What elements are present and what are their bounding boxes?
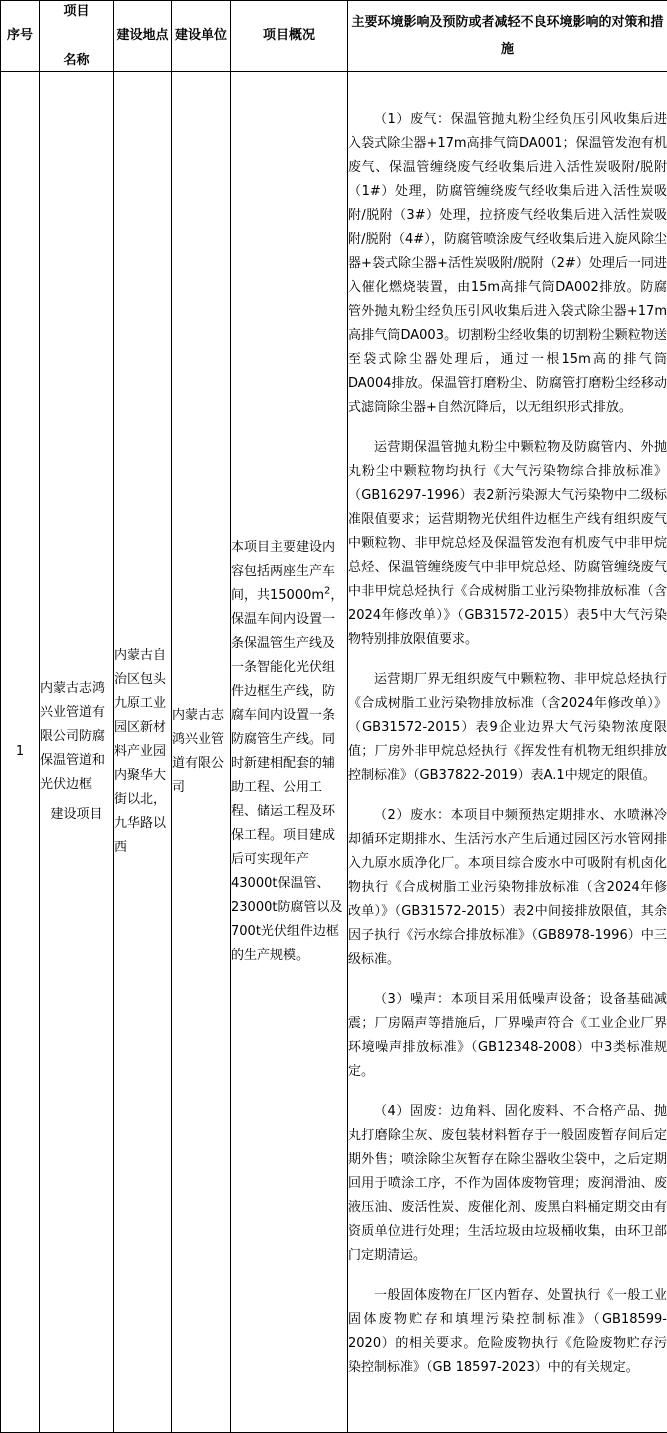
- header-project-name-line2: 名称: [63, 53, 90, 68]
- measures-paragraph: 运营期厂界无组织废气中颗粒物、非甲烷总烃执行《合成树脂工业污染物排放标准（含2024年修改单）》（GB31572-2015）表9企业边界大气污染物浓度限值；厂房外非甲烷总烃执行《挥发性有机物无组织排放控制标准》（GB37822-2019）表A.1中规定的限值。: [348, 672, 667, 783]
- measures-paragraph: （1）废气：保温管抛丸粉尘经负压引风收集后进入袋式除尘器+17m高排气筒DA001；保温管发泡有机废气、保温管缠绕废气经收集后进入活性炭吸附/脱附（1#）处理，防腐管缠绕废气经收集后进入活性炭吸附/脱附（3#）处理，拉挤废气经收集后进入活性炭吸附/脱附（4#），防腐管喷涂废气经收集后进入旋风除尘器+袋式除尘器+活性炭吸附/脱附（2#）处理后一同进入催化燃烧装置，由15m高排气筒DA002排放。防腐管外抛丸粉尘经负压引风收集后进入袋式除尘器+17m高排气筒DA003。切割粉尘经收集的切割粉尘颗粒物送至袋式除尘器处理后，通过一根15m高的排气筒DA004排放。保温管打磨粉尘、防腐管打磨粉尘经移动式滤筒除尘器+自然沉降后，以无组织形式排放。: [348, 112, 667, 415]
- row-project-name: [40, 72, 114, 1433]
- header-index: 序号: [1, 1, 40, 72]
- measures-paragraph: （2）废水：本项目中频预热定期排水、水喷淋冷却循环定期排水、生活污水产生后通过园区污水管网排入九原水质净化厂。本项目综合废水中可吸附有机卤化物执行《合成树脂工业污染物排放标准（含2024年修改单）》（GB31572-2015）表2中间接排放限值，其余因子执行《污水综合排放标准》（GB8978-1996）中三级标准。: [348, 808, 667, 967]
- project-name-suffix: 建设项目: [50, 807, 103, 822]
- measures-paragraph: 运营期保温管抛丸粉尘中颗粒物及防腐管内、外抛丸粉尘中颗粒物均执行《大气污染物综合排放标准》（GB16297-1996）表2新污染源大气污染物中二级标准限值要求；运营期物光伏组件边框生产线有组织废气中颗粒物、非甲烷总烃及保温管发泡有机废气中非甲烷总烃、保温管缠绕废气中非甲烷总烃、防腐管缠绕废气中非甲烷总烃执行《合成树脂工业污染物排放标准（含2024年修改单）》（GB31572-2015）表5中大气污染物特别排放限值要求。: [348, 440, 667, 647]
- measures-paragraph: （4）固废：边角料、固化废料、不合格产品、抛丸打磨除尘灰、废包装材料暂存于一般固废暂存间后定期外售；喷涂除尘灰暂存在除尘器收尘袋中，之后定期回用于喷涂工序，不作为固体废物管理；废润滑油、废液压油、废活性炭、废催化剂、废黑白料桶定期交由有资质单位进行处理；生活垃圾由垃圾桶收集，由环卫部门定期清运。: [348, 1104, 667, 1263]
- row-unit: 内蒙古志鸿兴业管道有限公司: [172, 72, 231, 1433]
- row-overview: [231, 72, 348, 1433]
- table-row: [1, 72, 667, 1433]
- header-row: [1, 1, 667, 72]
- header-overview: 项目概况: [231, 1, 348, 72]
- row-index: 1: [1, 72, 40, 1433]
- overview-superscript: 2: [324, 585, 331, 597]
- header-project-name: [40, 1, 114, 72]
- row-measures: [348, 72, 667, 1433]
- overview-text-post: ，保温车间内设置一条保温管生产线及一条智能化光伏组件边框生产线，防腐车间内设置一条防腐管生产线。同时新建相配套的辅助工程、公用工程、储运工程及环保工程。项目建成后可实现年产43000t保温管、23000t防腐管以及700t光伏组件边框的生产规模。: [231, 588, 344, 963]
- measures-paragraph: 一般固体废物在厂区内暂存、处置执行《一般工业固体废物贮存和填埋污染控制标准》（GB18599-2020）的相关要求。危险废物执行《危险废物贮存污染控制标准》（GB 18597-2023）中的有关规定。: [348, 1288, 667, 1375]
- header-measures: 主要环境影响及预防或者减轻不良环境影响的对策和措施: [348, 1, 667, 72]
- measures-paragraph: （3）噪声：本项目采用低噪声设备；设备基础减震；厂房隔声等措施后，厂界噪声符合《工业企业厂界环境噪声排放标准》（GB12348-2008）中3类标准规定。: [348, 992, 667, 1079]
- project-name-text: 内蒙古志鸿兴业管道有限公司防腐保温管道和光伏边框: [40, 681, 106, 792]
- header-unit: 建设单位: [172, 1, 231, 72]
- header-location: 建设地点: [114, 1, 172, 72]
- overview-text-pre: 本项目主要建设内容包括两座生产车间，共15000m: [231, 540, 336, 603]
- header-project-name-line1: 项目: [63, 4, 90, 19]
- row-location: 内蒙古自治区包头九原工业园区新材料产业园内聚华大街以北，九华路以西: [114, 72, 172, 1433]
